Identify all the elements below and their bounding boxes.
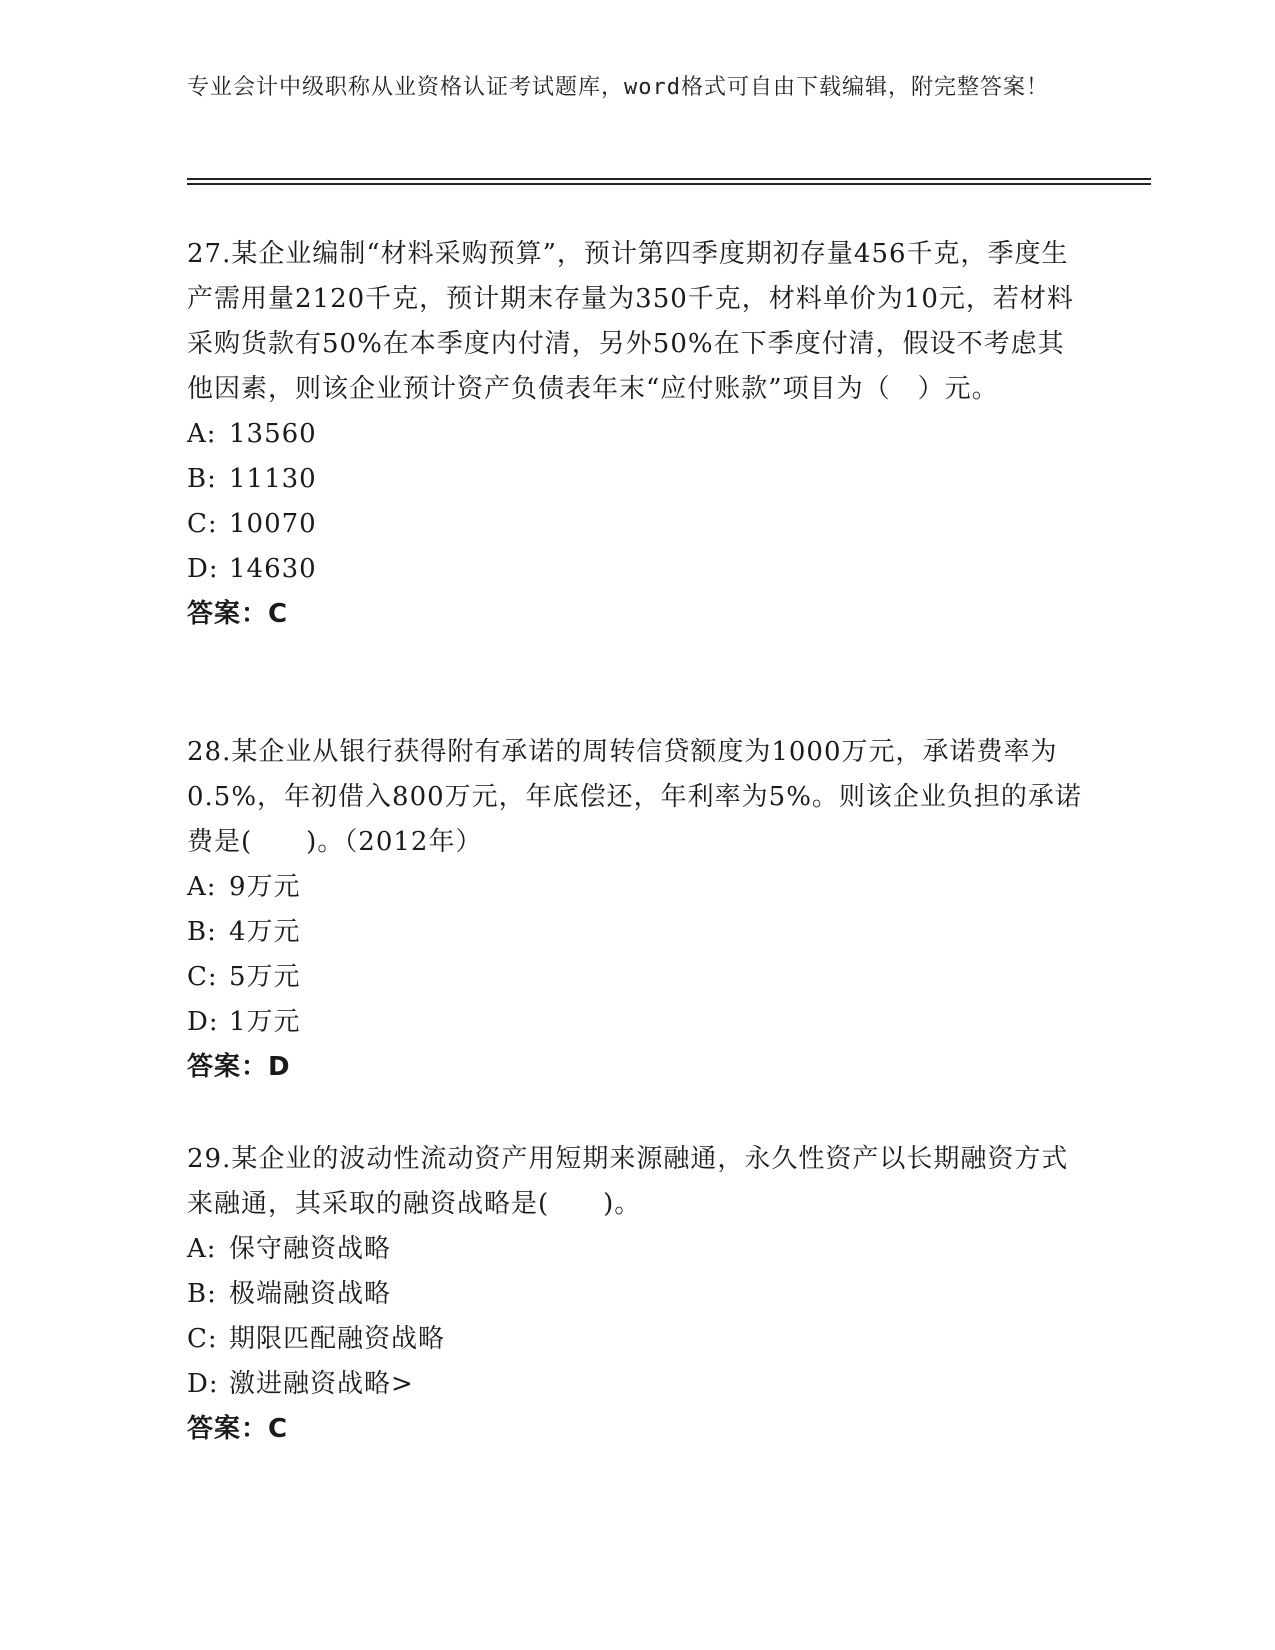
option-letter: A: bbox=[187, 1234, 217, 1264]
option-text: 10070 bbox=[229, 509, 317, 539]
option-letter: D: bbox=[187, 554, 219, 584]
option-text: 期限匹配融资战略 bbox=[229, 1324, 446, 1354]
question-stem: 27.某企业编制“材料采购预算”，预计第四季度期初存量456千克，季度生产需用量2120千克，预计期末存量为350千克，材料单价为10元，若材料采购货款有50%在本季度内付清，另外50%在下季度付清，假设不考虑其他因素，则该企业预计资产负债表年末“应付账款”项目为（ ）元。 bbox=[187, 239, 1074, 404]
page-header-text: 专业会计中级职称从业资格认证考试题库，word格式可自由下载编辑，附完整答案！ bbox=[187, 75, 1049, 100]
option-letter: A: bbox=[187, 419, 217, 449]
question-27 bbox=[187, 232, 1087, 637]
option-text: 9万元 bbox=[229, 872, 301, 902]
header-divider-top bbox=[187, 178, 1151, 180]
answer-line: 答案：D bbox=[187, 1052, 291, 1082]
option-letter: C: bbox=[187, 1324, 218, 1354]
option-text: 1万元 bbox=[229, 1007, 301, 1037]
question-28 bbox=[187, 730, 1087, 1090]
option-letter: D: bbox=[187, 1007, 219, 1037]
option-b bbox=[187, 910, 1087, 955]
header-divider-bottom bbox=[187, 183, 1151, 185]
question-29 bbox=[187, 1137, 1087, 1452]
option-text: 5万元 bbox=[229, 962, 301, 992]
option-b bbox=[187, 457, 1087, 502]
option-text: 13560 bbox=[229, 419, 317, 449]
option-c bbox=[187, 955, 1087, 1000]
option-letter: B: bbox=[187, 464, 217, 494]
option-a bbox=[187, 412, 1087, 457]
answer-line: 答案：C bbox=[187, 1414, 289, 1444]
option-letter: C: bbox=[187, 509, 218, 539]
option-text: 激进融资战略> bbox=[229, 1369, 414, 1399]
option-letter: B: bbox=[187, 917, 217, 947]
option-letter: C: bbox=[187, 962, 218, 992]
option-letter: B: bbox=[187, 1279, 217, 1309]
question-stem: 28.某企业从银行获得附有承诺的周转信贷额度为1000万元，承诺费率为0.5%，年初借入800万元，年底偿还，年利率为5%。则该企业负担的承诺费是( )。（2012年） bbox=[187, 737, 1082, 857]
question-stem: 29.某企业的波动性流动资产用短期来源融通，永久性资产以长期融资方式来融通，其采取的融资战略是( )。 bbox=[187, 1144, 1069, 1219]
option-c bbox=[187, 502, 1087, 547]
option-b bbox=[187, 1272, 1087, 1317]
option-text: 保守融资战略 bbox=[229, 1234, 392, 1264]
option-letter: D: bbox=[187, 1369, 219, 1399]
option-d bbox=[187, 1362, 1087, 1407]
option-text: 11130 bbox=[229, 464, 317, 494]
option-text: 4万元 bbox=[229, 917, 301, 947]
option-d bbox=[187, 1000, 1087, 1045]
option-text: 14630 bbox=[229, 554, 317, 584]
option-d bbox=[187, 547, 1087, 592]
option-letter: A: bbox=[187, 872, 217, 902]
option-text: 极端融资战略 bbox=[229, 1279, 392, 1309]
option-c bbox=[187, 1317, 1087, 1362]
answer-line: 答案：C bbox=[187, 599, 289, 629]
option-a bbox=[187, 865, 1087, 910]
option-a bbox=[187, 1227, 1087, 1272]
